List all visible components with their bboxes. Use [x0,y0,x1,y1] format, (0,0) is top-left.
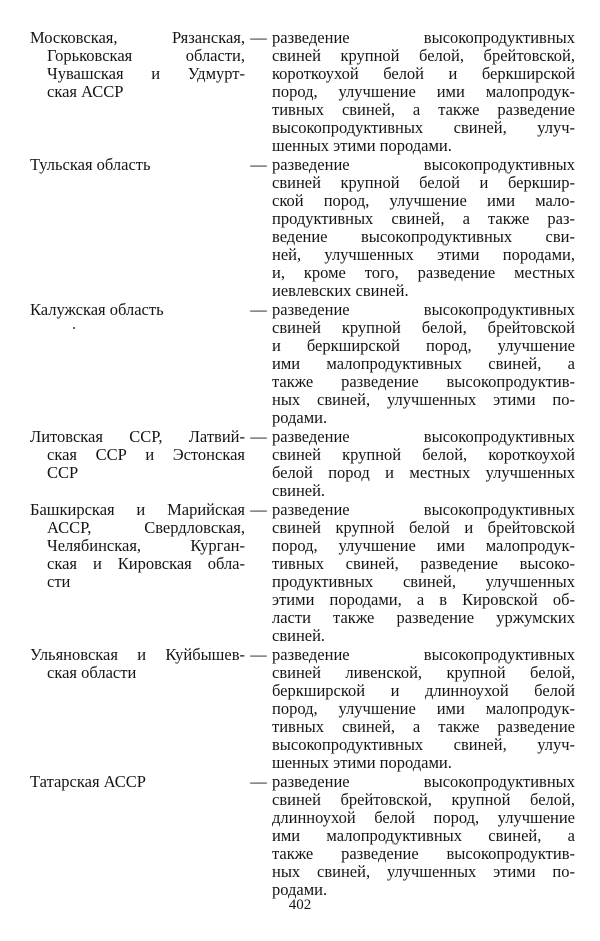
region-name-line: Горьковская области, [47,46,245,65]
description-line: ской пород, улучшение ими мало- [272,192,575,210]
region-entry [30,501,575,645]
description-line: родами. [272,409,328,427]
description-line: свиней крупной белой и беркшир- [272,174,575,192]
description-line: тивных свиней, а также разведение [272,101,575,119]
region-name [30,773,245,899]
description-line: также разведение высокопродуктив- [272,845,575,863]
region-name-line: Чувашская и Удмурт- [47,64,245,83]
description-line: ных свиней, улучшенных этими по- [272,863,575,881]
separator-dash: — [250,427,267,446]
description-line: высокопродуктивных свиней, улуч- [272,736,575,754]
region-name-line: ская и Кировская обла- [47,554,245,573]
region-entry [30,428,575,500]
breeding-description [272,301,575,427]
separator-dash: — [250,645,267,664]
breeding-description [272,773,575,899]
region-entry [30,301,575,427]
breeding-description [272,29,575,155]
separator-dash: — [250,28,267,47]
description-line: шенных этими породами. [272,754,452,772]
separator-dash: — [250,155,267,174]
description-line: свиней. [272,482,326,500]
description-line: свиней. [272,627,326,645]
description-line: этими породами, а в Кировской об- [272,591,575,609]
region-name-line: АССР, Свердловская, [47,518,245,537]
description-line: ласти также разведение уржумских [272,609,575,627]
description-line: тивных свиней, разведение высоко- [272,555,575,573]
description-line: пород, улучшение ими малопродук- [272,700,575,718]
region-name-line: Московская, Рязанская, [30,28,245,47]
print-speck [73,327,75,329]
region-name-line: сти [47,572,71,591]
description-line: разведение высокопродуктивных [272,301,575,319]
description-line: разведение высокопродуктивных [272,773,575,791]
region-name-line: ская ССР и Эстонская [47,445,245,464]
description-line: пород, улучшение ими малопродук- [272,83,575,101]
separator-dash: — [250,772,267,791]
region-name [30,428,245,500]
description-line: ими малопродуктивных свиней, а [272,355,575,373]
region-entry [30,773,575,899]
description-line: длинноухой белой пород, улучшение [272,809,575,827]
description-line: тивных свиней, а также разведение [272,718,575,736]
breeding-description [272,646,575,772]
region-name-line: Челябинская, Курган- [47,536,245,555]
region-name-line: Калужская область [30,300,164,319]
description-line: ных свиней, улучшенных этими по- [272,391,575,409]
description-line: продуктивных свиней, а также раз- [272,210,575,228]
description-line: высокопродуктивных свиней, улуч- [272,119,575,137]
description-line: свиней ливенской, крупной белой, [272,664,575,682]
description-line: продуктивных свиней, улучшенных [272,573,575,591]
description-line: свиней крупной белой, брейтовской, [272,47,575,65]
description-line: короткоухой белой и беркширской [272,65,575,83]
region-name-line: ская АССР [47,82,124,101]
region-name-line: Литовская ССР, Латвий- [30,427,245,446]
breeding-description [272,156,575,300]
description-line: разведение высокопродуктивных [272,428,575,446]
region-name-line: Татарская АССР [30,772,146,791]
description-line: разведение высокопродуктивных [272,156,575,174]
description-line: ведение высокопродуктивных сви- [272,228,575,246]
region-name [30,301,245,427]
description-line: белой пород и местных улучшенных [272,464,575,482]
description-line: свиней крупной белой, короткоухой [272,446,575,464]
description-line: и, кроме того, разведение местных [272,264,575,282]
breeding-description [272,428,575,500]
description-line: беркширской и длинноухой белой [272,682,575,700]
region-name-line: Ульяновская и Куйбышев- [30,645,245,664]
description-line: ней, улучшенных этими породами, [272,246,575,264]
region-name [30,156,245,300]
description-line: иевлевских свиней. [272,282,409,300]
region-list [30,29,575,900]
separator-dash: — [250,300,267,319]
region-name [30,29,245,155]
description-line: разведение высокопродуктивных [272,501,575,519]
description-line: свиней крупной белой и брейтовской [272,519,575,537]
region-name-line: ССР [47,463,79,482]
description-line: родами. [272,881,328,899]
description-line: шенных этими породами. [272,137,452,155]
description-line: пород, улучшение ими малопродук- [272,537,575,555]
region-name-line: ская области [47,663,137,682]
description-line: разведение высокопродуктивных [272,29,575,47]
description-line: разведение высокопродуктивных [272,646,575,664]
description-line: свиней крупной белой, брейтовской [272,319,575,337]
region-name-line: Тульская область [30,155,151,174]
description-line: и беркширской пород, улучшение [272,337,575,355]
description-line: свиней брейтовской, крупной белой, [272,791,575,809]
region-name [30,501,245,645]
region-name-line: Башкирская и Марийская [30,500,245,519]
description-line: также разведение высокопродуктив- [272,373,575,391]
region-name [30,646,245,772]
region-entry [30,29,575,155]
region-entry [30,646,575,772]
separator-dash: — [250,500,267,519]
breeding-description [272,501,575,645]
page-number: 402 [288,897,312,913]
region-entry [30,156,575,300]
description-line: ими малопродуктивных свиней, а [272,827,575,845]
